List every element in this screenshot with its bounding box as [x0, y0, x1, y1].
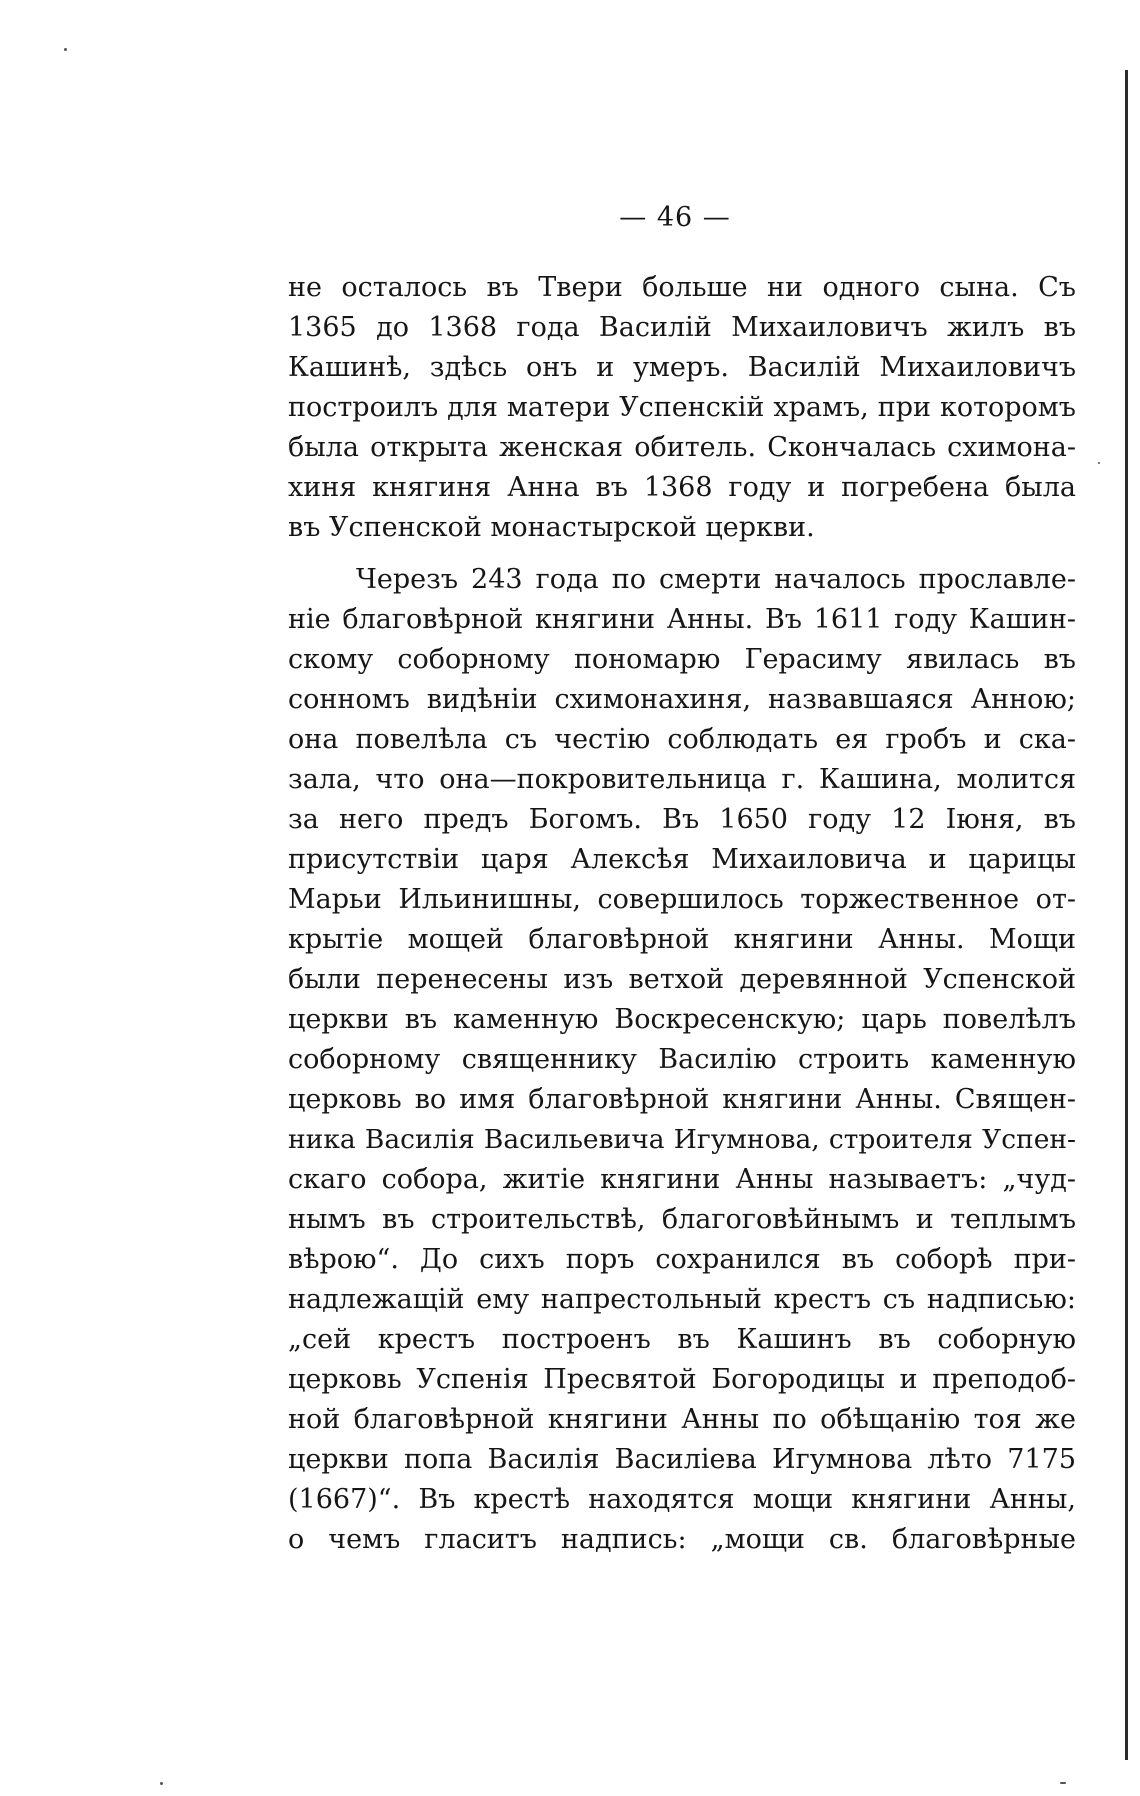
text-line: она повелѣла съ честію соблюдать ея гробъ и ска- — [288, 724, 1076, 755]
text-line: скаго собора, житіе княгини Анны называетъ: „чуд- — [288, 1164, 1076, 1195]
text-line: за него предъ Богомъ. Въ 1650 году 12 Іюня, въ — [288, 804, 1076, 835]
text-line: построилъ для матери Успенскій храмъ, при которомъ — [288, 392, 1076, 423]
text-line: „сей крестъ построенъ въ Кашинъ въ соборную — [288, 1324, 1076, 1355]
page-edge-shadow — [1125, 70, 1128, 1760]
text-line: не осталось въ Твери больше ни одного сына. Съ — [288, 272, 1076, 303]
text-line: была открыта женская обитель. Скончалась схимона- — [288, 432, 1076, 463]
text-line: крытіе мощей благовѣрной княгини Анны. Мощи — [288, 924, 1076, 955]
text-line: Марьи Ильинишны, совершилось торжественное от- — [288, 884, 1076, 915]
text-line: нымъ въ строительствѣ, благоговѣйнымъ и теплымъ — [288, 1204, 1076, 1235]
paragraph-1 — [288, 268, 1076, 548]
paragraph-2 — [288, 560, 1076, 1560]
text-line: ніе благовѣрной княгини Анны. Въ 1611 году Кашин- — [288, 604, 1076, 635]
text-line: Черезъ 243 года по смерти началось прославле- — [356, 564, 1076, 595]
text-line: зала, что она—покровительница г. Кашина, молится — [288, 764, 1076, 795]
text-line: 1365 до 1368 года Василій Михаиловичъ жилъ въ — [288, 312, 1076, 343]
text-line: церкви попа Василія Василіева Игумнова лѣто 7175 — [288, 1444, 1076, 1475]
scan-speck — [64, 48, 67, 51]
text-line: хиня княгиня Анна въ 1368 году и погребена была — [288, 472, 1076, 503]
page-number: — 46 — — [619, 202, 731, 233]
scan-speck — [1098, 462, 1100, 464]
text-line: церковь Успенія Пресвятой Богородицы и преподоб- — [288, 1364, 1076, 1395]
text-line: въ Успенской монастырской церкви. — [288, 512, 815, 543]
text-line: о чемъ гласитъ надпись: „мощи св. благовѣрные — [288, 1524, 1076, 1555]
text-line: ной благовѣрной княгини Анны по обѣщанію тоя же — [288, 1404, 1076, 1435]
text-line: церкви въ каменную Воскресенскую; царь повелѣлъ — [288, 1004, 1076, 1035]
text-line: вѣрою“. До сихъ поръ сохранился въ соборѣ при- — [288, 1244, 1076, 1275]
text-line: (1667)“. Въ крестѣ находятся мощи княгини Анны, — [288, 1484, 1076, 1515]
text-line: ника Василія Васильевича Игумнова, строителя Успен- — [288, 1124, 1076, 1155]
text-line: надлежащій ему напрестольный крестъ съ надписью: — [288, 1284, 1076, 1315]
scan-speck — [1060, 1782, 1066, 1784]
text-line: скому соборному пономарю Герасиму явилась въ — [288, 644, 1076, 675]
text-line: Кашинѣ, здѣсь онъ и умеръ. Василій Михаиловичъ — [288, 352, 1076, 383]
text-line: церковь во имя благовѣрной княгини Анны. Священ- — [288, 1084, 1076, 1115]
text-line: были перенесены изъ ветхой деревянной Успенской — [288, 964, 1076, 995]
text-line: присутствіи царя Алексѣя Михаиловича и царицы — [288, 844, 1076, 875]
text-line: соборному священнику Василію строить каменную — [288, 1044, 1076, 1075]
scan-speck — [160, 1782, 163, 1785]
text-line: сонномъ видѣніи схимонахиня, назвавшаяся Анною; — [288, 684, 1076, 715]
